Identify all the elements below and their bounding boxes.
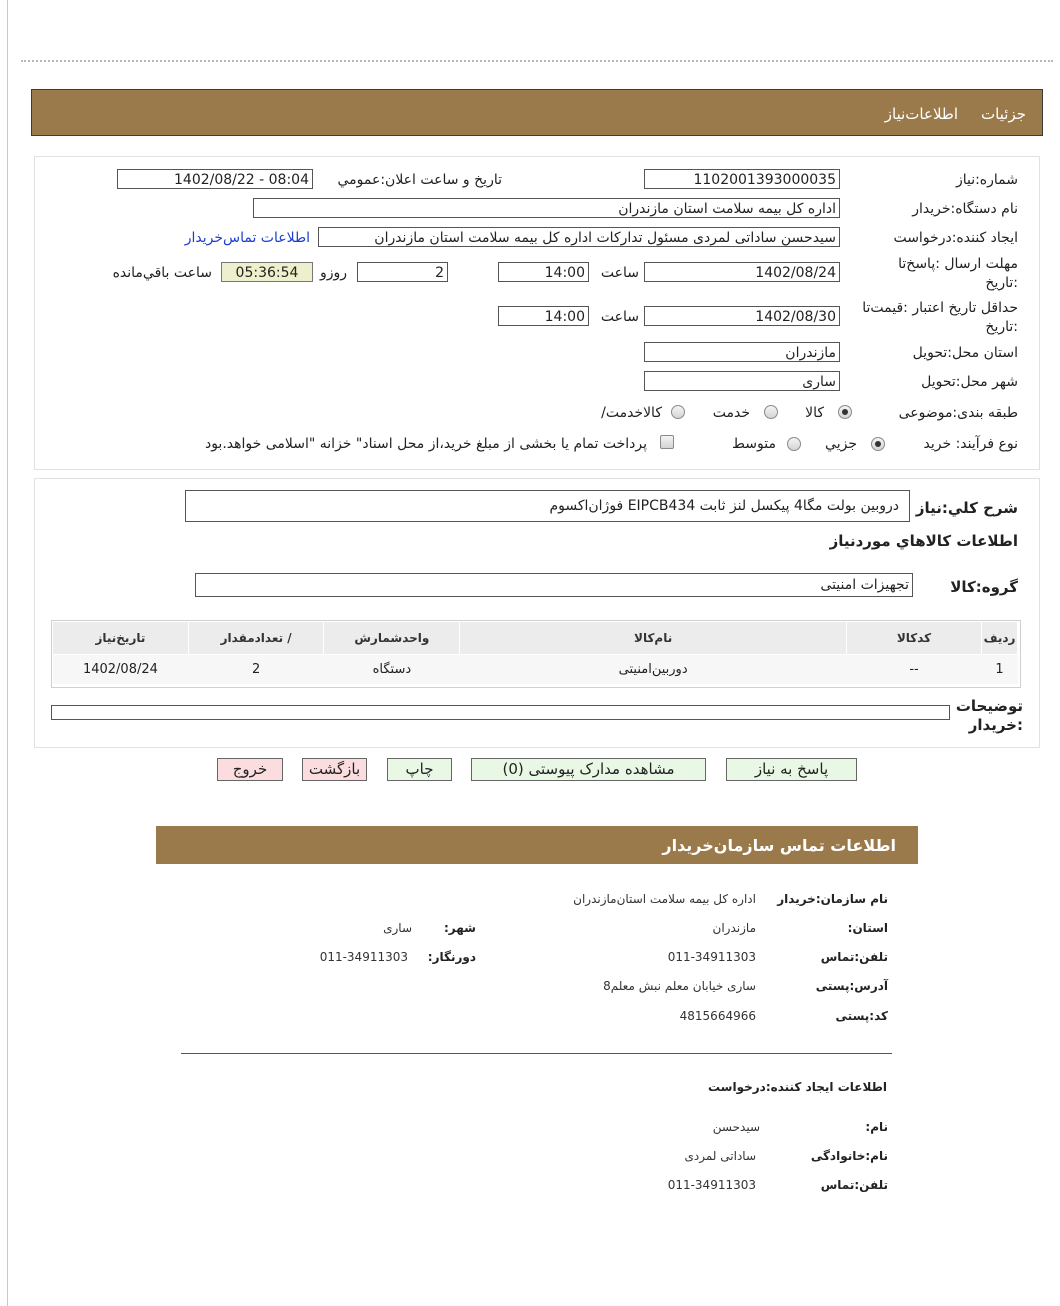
process-radio-medium[interactable] <box>787 437 801 451</box>
creator-phone-label: تلفن:تماس <box>820 1178 888 1192</box>
cell-unit: دستگاه <box>324 655 460 685</box>
buyer-org-field: اداره کل بیمه سلامت استان مازندران <box>253 198 840 218</box>
days-label: روزو <box>319 265 347 281</box>
tab-details[interactable]: جزئيات <box>981 105 1026 123</box>
print-button[interactable]: چاپ <box>387 758 452 781</box>
category-radio-service[interactable] <box>764 405 778 419</box>
cell-code: -- <box>846 655 981 685</box>
top-divider <box>21 60 1053 62</box>
deadline-label-2: :تاريخ <box>985 275 1018 291</box>
contact-divider <box>181 1053 892 1054</box>
summary-label: شرح كلي:نياز <box>915 499 1018 517</box>
summary-field: دروبین بولت مگا4 پیکسل لنز ثابت EIPCB434 فوژان‌اکسوم <box>185 490 910 522</box>
need-number-label: شماره:نياز <box>955 172 1018 188</box>
org-name-label: نام سازمان:خريدار <box>777 892 888 906</box>
postal-code-value: 4815664966 <box>679 1009 756 1023</box>
province-label: استان محل:تحويل <box>912 345 1018 361</box>
last-name-label: نام:خانوادگی <box>810 1149 888 1163</box>
cell-row: 1 <box>982 655 1018 685</box>
deadline-label: مهلت ارسال :پاسخ‌تا <box>898 256 1018 272</box>
validity-date-field: 1402/08/30 <box>644 306 840 326</box>
days-field: 2 <box>357 262 448 282</box>
first-name-label: نام: <box>865 1120 888 1134</box>
attachments-button[interactable]: مشاهده مدارک پيوستی (0) <box>471 758 706 781</box>
announce-date-field: 1402/08/22 - 08:04 <box>117 169 313 189</box>
contact-province-label: استان: <box>847 921 888 935</box>
remaining-label: ساعت باقي‌مانده <box>112 265 212 281</box>
col-name: نام‌كالا <box>460 622 847 655</box>
city-field: ساری <box>644 371 840 391</box>
buyer-notes-label: توضيحات <box>955 697 1023 715</box>
contact-city-label: شهر: <box>444 921 476 935</box>
buyer-notes-label-2: :خريدار <box>968 716 1023 734</box>
creator-label: ايجاد کننده:درخواست <box>893 230 1018 246</box>
process-label: نوع فرآيند: خريد <box>923 436 1018 452</box>
cell-qty: 2 <box>188 655 324 685</box>
deadline-date-field: 1402/08/24 <box>644 262 840 282</box>
col-row: رديف <box>982 622 1018 655</box>
exit-button[interactable]: خروج <box>217 758 283 781</box>
treasury-payment-checkbox[interactable] <box>660 435 674 449</box>
last-name-value: ساداتی لمردی <box>684 1149 756 1163</box>
goods-info-title: اطلاعات كالاهاي موردنياز <box>829 532 1018 550</box>
contact-title: اطلاعات تماس سازمان‌خريدار <box>662 836 896 855</box>
category-label: طبقه بندی:موضوعی <box>898 405 1018 421</box>
validity-label: حداقل تاريخ اعتبار :قيمت‌تا <box>862 300 1018 316</box>
category-option-both: کالاخدمت/ <box>601 405 662 421</box>
col-code: كدكالا <box>846 622 981 655</box>
validity-time-field: 14:00 <box>498 306 589 326</box>
process-option-medium: متوسط <box>732 436 776 452</box>
process-option-minor: جزيي <box>825 436 857 452</box>
creator-field: سیدحسن ساداتی لمردی مسئول تداركات اداره كل بیمه سلامت استان مازندران <box>318 227 840 247</box>
contact-province-value: مازندران <box>712 921 756 935</box>
deadline-time-field: 14:00 <box>498 262 589 282</box>
col-date: تاريخ‌نياز <box>53 622 189 655</box>
buyer-org-label: نام دستگاه:خريدار <box>912 201 1018 217</box>
back-button[interactable]: بازگشت <box>302 758 367 781</box>
creator-phone-value: 011-34911303 <box>667 1178 756 1192</box>
buyer-notes-field <box>51 705 950 720</box>
first-name-value: سیدحسن <box>712 1120 760 1134</box>
header-banner <box>31 89 1043 136</box>
city-label: شهر محل:تحويل <box>921 374 1018 390</box>
deadline-time-label: ساعت <box>600 265 639 281</box>
category-radio-goods[interactable] <box>838 405 852 419</box>
org-name-value: اداره کل بیمه سلامت استان‌مازندران <box>573 892 756 906</box>
contact-city-value: ساری <box>383 921 412 935</box>
postal-code-label: کد:پستی <box>835 1009 888 1023</box>
phone-value: 011-34911303 <box>667 950 756 964</box>
reply-button[interactable]: پاسخ به نياز <box>726 758 857 781</box>
left-border <box>7 0 8 1306</box>
cell-date: 1402/08/24 <box>53 655 189 685</box>
buyer-contact-link[interactable]: اطلاعات تماس‌خريدار <box>184 230 310 246</box>
process-radio-minor[interactable] <box>871 437 885 451</box>
remaining-timer: 05:36:54 <box>221 262 313 282</box>
col-qty: / تعدادمقدار <box>188 622 324 655</box>
goods-group-field: تجهیزات امنیتی <box>195 573 913 597</box>
tab-need-info[interactable]: اطلاعات‌نياز <box>884 105 958 123</box>
phone-label: تلفن:تماس <box>820 950 888 964</box>
fax-value: 011-34911303 <box>319 950 408 964</box>
category-option-goods: کالا <box>805 405 824 421</box>
announce-date-label: تاريخ و ساعت اعلان:عمومي <box>337 172 502 188</box>
address-value: ساری خیابان معلم نبش معلم8 <box>603 979 756 993</box>
validity-label-2: :تاريخ <box>985 319 1018 335</box>
cell-name: دوربین‌امنیتی <box>460 655 847 685</box>
creator-info-title: اطلاعات ايجاد کننده:درخواست <box>707 1080 887 1094</box>
items-table-frame <box>51 620 1021 688</box>
items-table <box>52 621 1018 684</box>
category-radio-both[interactable] <box>671 405 685 419</box>
province-field: مازندران <box>644 342 840 362</box>
fax-label: دورنگار: <box>427 950 476 964</box>
col-unit: واحدشمارش <box>324 622 460 655</box>
category-option-service: خدمت <box>712 405 750 421</box>
validity-time-label: ساعت <box>600 309 639 325</box>
treasury-payment-text: پرداخت تمام يا بخشی از مبلغ خريد،از محل اسناد" خزانه "اسلامی خواهد.بود <box>204 436 647 452</box>
address-label: آدرس:پستی <box>815 979 888 993</box>
goods-group-label: گروه:كالا <box>950 578 1018 596</box>
need-number-field: 1102001393000035 <box>644 169 840 189</box>
contact-banner <box>156 826 918 864</box>
table-row <box>53 655 1018 685</box>
